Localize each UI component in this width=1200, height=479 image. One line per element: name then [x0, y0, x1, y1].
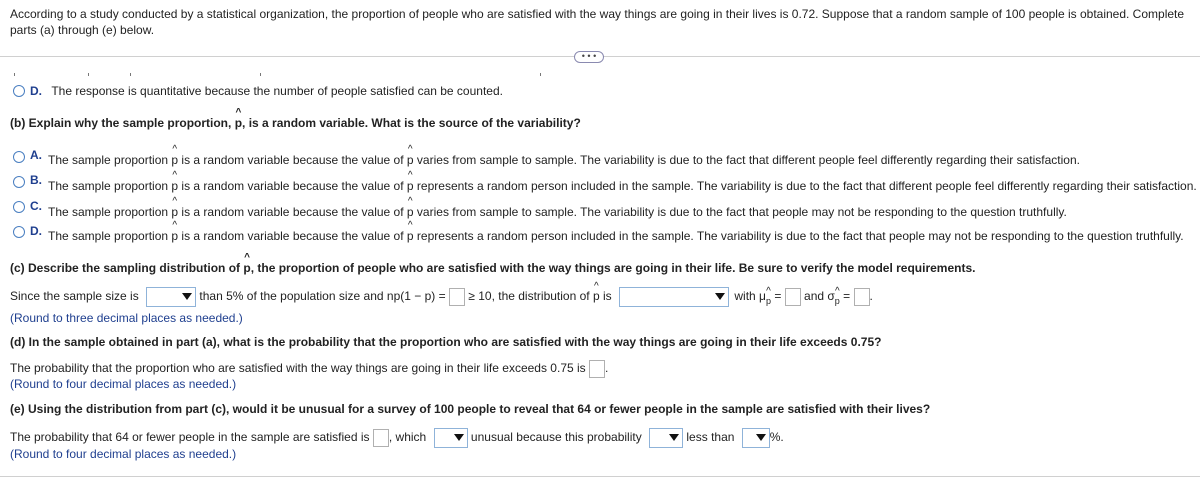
- option-letter: A.: [30, 148, 42, 162]
- option-letter: B.: [30, 173, 42, 187]
- more-button[interactable]: • • •: [574, 51, 604, 63]
- sd-input[interactable]: [854, 288, 870, 306]
- part-c-answer-row: Since the sample size is than 5% of the population size and np(1 − p) = ≥ 10, the distribution of ^ p is with μ^ p = and σ^ p = .: [10, 286, 873, 311]
- mean-input[interactable]: [785, 288, 801, 306]
- radio-b-c[interactable]: [13, 201, 25, 213]
- part-a-option-d: D. The response is quantitative because the number of people satisfied can be counted.: [30, 84, 503, 98]
- option-letter: D.: [30, 224, 42, 238]
- probability-64-input[interactable]: [373, 429, 389, 447]
- bottom-divider: [0, 476, 1200, 477]
- option-letter: C.: [30, 199, 42, 213]
- part-e-answer-row: The probability that 64 or fewer people in the sample are satisfied is , which unusual because this probability less than %.: [10, 427, 784, 448]
- part-c-question: (c) Describe the sampling distribution of ^ p, the proportion of people who are satisfied with the way things are going in their life. Be sure to verify the model requirements.: [10, 261, 975, 275]
- part-e-round-note: (Round to four decimal places as needed.): [10, 447, 237, 461]
- radio-b-a[interactable]: [13, 151, 25, 163]
- part-b-question: (b) Explain why the sample proportion, ^ p, is a random variable. What is the source of the variability?: [10, 116, 581, 130]
- radio-a-d[interactable]: [13, 85, 25, 97]
- part-e-question: (e) Using the distribution from part (c), would it be unusual for a survey of 100 people to reveal that 64 or fewer people in the sample are satisfied with their lives?: [10, 402, 931, 416]
- clipped-mark: [88, 73, 89, 76]
- unusual-dropdown[interactable]: [434, 428, 468, 448]
- clipped-mark: [260, 73, 261, 76]
- comparison-dropdown[interactable]: [649, 428, 683, 448]
- probability-input[interactable]: [589, 360, 605, 378]
- part-d-round-note: (Round to four decimal places as needed.): [10, 377, 237, 391]
- radio-b-b[interactable]: [13, 176, 25, 188]
- clipped-mark: [130, 73, 131, 76]
- sample-size-dropdown[interactable]: [146, 287, 196, 307]
- part-b-option-b: The sample proportion ^ p is a random variable because the value of ^ p represents a random person included in the sample. The variability is due to the fact that different people feel differently regarding their satisfaction.: [48, 179, 1197, 193]
- radio-b-d[interactable]: [13, 226, 25, 238]
- percent-dropdown[interactable]: [742, 428, 770, 448]
- part-c-round-note: (Round to three decimal places as needed.): [10, 311, 243, 325]
- part-b-option-d: The sample proportion ^ p is a random variable because the value of ^ p represents a random person included in the sample. The variability is due to the fact that people may not be responding to the question truthfully.: [48, 229, 1184, 243]
- clipped-mark: [540, 73, 541, 76]
- part-b-option-c: The sample proportion ^ p is a random variable because the value of ^ p varies from sample to sample. The variability is due to the fact that people may not be responding to the question truthfully.: [48, 205, 1067, 219]
- np-input[interactable]: [449, 288, 465, 306]
- problem-intro: According to a study conducted by a statistical organization, the proportion of people who are satisfied with the way things are going in their lives is 0.72. Suppose that a random sample of 100 people is obtained. Complete parts (a) through (e) below.: [10, 7, 1185, 37]
- part-d-question: (d) In the sample obtained in part (a), what is the probability that the proportion who are satisfied with the way things are going in their life exceeds 0.75?: [10, 335, 882, 349]
- distribution-dropdown[interactable]: [619, 287, 729, 307]
- part-b-option-a: The sample proportion ^ p is a random variable because the value of ^ p varies from sample to sample. The variability is due to the fact that different people feel differently regarding their satisfaction.: [48, 153, 1080, 167]
- clipped-mark: [14, 73, 15, 76]
- part-d-answer-row: The probability that the proportion who are satisfied with the way things are going in their life exceeds 0.75 is .: [10, 358, 608, 378]
